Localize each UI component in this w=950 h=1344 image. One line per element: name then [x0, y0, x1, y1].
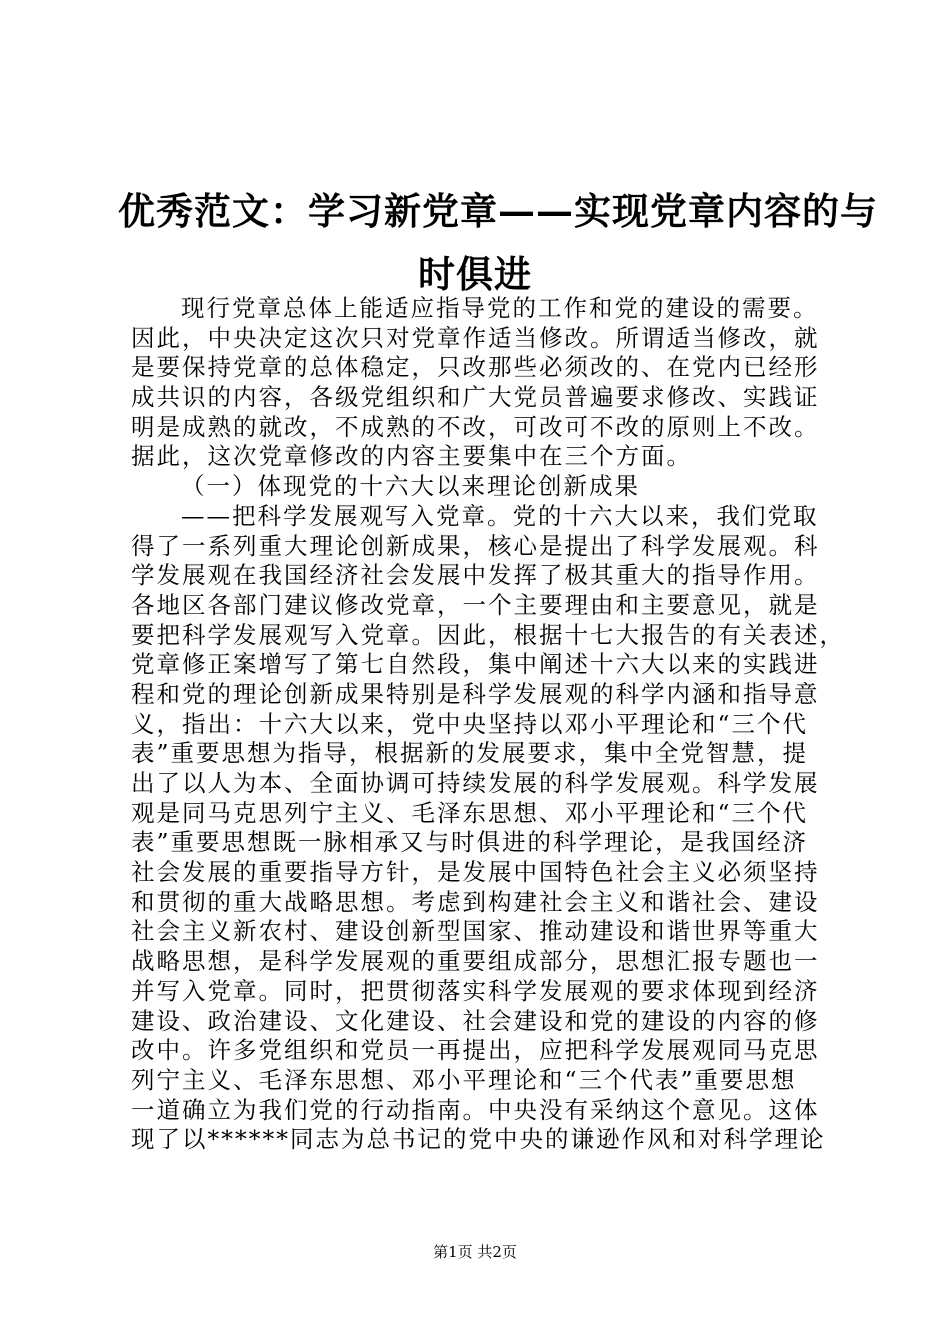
- body-line: 社会发展的重要指导方针，是发展中国特色社会主义必须坚持: [131, 858, 820, 887]
- page-footer: 第1页 共2页: [433, 1243, 517, 1261]
- body-line: 现了以******同志为总书记的党中央的谦逊作风和对科学理论: [131, 1125, 826, 1154]
- document-body: [131, 294, 845, 1155]
- body-line: 表”重要思想为指导，根据新的发展要求，集中全党智慧，提: [131, 739, 809, 768]
- body-line: 得了一系列重大理论创新成果，核心是提出了科学发展观。科: [131, 531, 820, 560]
- body-line: 战略思想，是科学发展观的重要组成部分，思想汇报专题也一: [131, 947, 820, 976]
- body-line: 改中。许多党组织和党员一再提出，应把科学发展观同马克思: [131, 1036, 820, 1065]
- document-title: [118, 180, 878, 306]
- body-line: 并写入党章。同时，把贯彻落实科学发展观的要求体现到经济: [131, 976, 820, 1005]
- body-line: 要把科学发展观写入党章。因此，根据十七大报告的有关表述，: [131, 620, 845, 649]
- body-line: 观是同马克思列宁主义、毛泽东思想、邓小平理论和“三个代: [131, 798, 809, 827]
- body-line: 是要保持党章的总体稳定，只改那些必须改的、在党内已经形: [131, 353, 820, 382]
- section-heading: （一）体现党的十六大以来理论创新成果: [181, 472, 640, 501]
- body-line: 一道确立为我们党的行动指南。中央没有采纳这个意见。这体: [131, 1095, 820, 1124]
- body-line: ——把科学发展观写入党章。党的十六大以来，我们党取: [181, 501, 819, 530]
- body-line: 据此，这次党章修改的内容主要集中在三个方面。: [131, 442, 692, 471]
- body-line: 义，指出：十六大以来，党中央坚持以邓小平理论和“三个代: [131, 709, 809, 738]
- body-line: 成共识的内容，各级党组织和广大党员普遍要求修改、实践证: [131, 383, 820, 412]
- body-line: 学发展观在我国经济社会发展中发挥了极其重大的指导作用。: [131, 561, 820, 590]
- title-line-1: 优秀范文：学习新党章——实现党章内容的与: [118, 189, 878, 233]
- body-line: 和贯彻的重大战略思想。考虑到构建社会主义和谐社会、建设: [131, 887, 820, 916]
- body-line: 现行党章总体上能适应指导党的工作和党的建设的需要。: [181, 294, 819, 322]
- body-line: 社会主义新农村、建设创新型国家、推动建设和谐世界等重大: [131, 917, 820, 946]
- body-line: 建设、政治建设、文化建设、社会建设和党的建设的内容的修: [131, 1006, 820, 1035]
- body-line: 明是成熟的就改，不成熟的不改，可改可不改的原则上不改。: [131, 412, 820, 441]
- body-line: 列宁主义、毛泽东思想、邓小平理论和“三个代表”重要思想: [131, 1065, 797, 1094]
- body-line: 各地区各部门建议修改党章，一个主要理由和主要意见，就是: [131, 590, 820, 619]
- body-line: 党章修正案增写了第七自然段，集中阐述十六大以来的实践进: [131, 650, 820, 679]
- body-line: 程和党的理论创新成果特别是科学发展观的科学内涵和指导意: [131, 679, 820, 708]
- title-line-2: 时俱进: [418, 252, 532, 296]
- body-line: 表”重要思想既一脉相承又与时俱进的科学理论，是我国经济: [131, 828, 809, 857]
- body-line: 出了以人为本、全面协调可持续发展的科学发展观。科学发展: [131, 769, 820, 797]
- body-line: 因此，中央决定这次只对党章作适当修改。所谓适当修改，就: [131, 323, 820, 352]
